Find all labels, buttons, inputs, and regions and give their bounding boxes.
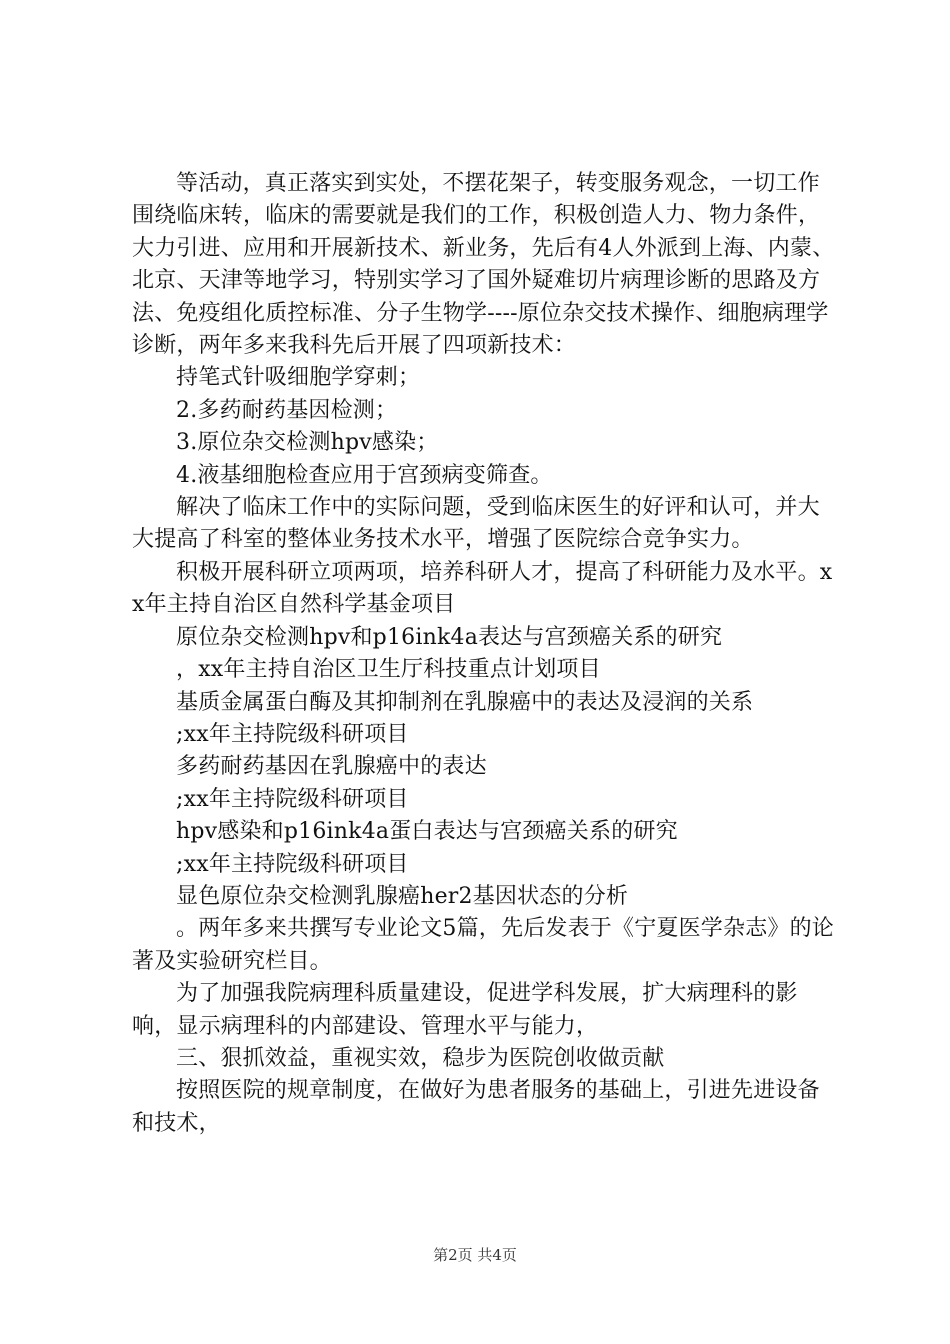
project-note: ;xx年主持院级科研项目 [176,786,409,812]
body-paragraph: 为了加强我院病理科质量建设，促进学科发展，扩大病理科的影响，显示病理科的内部建设、管理水平与能力， [132,981,798,1039]
body-paragraph: 积极开展科研立项两项，培养科研人才，提高了科研能力及水平。xx年主持自治区自然科学基金项目 [132,559,833,618]
project-title: 多药耐药基因在乳腺癌中的表达 [176,754,487,780]
project-title: 原位杂交检测hpv和p16ink4a表达与宫颈癌关系的研究 [176,624,723,650]
project-title: hpv感染和p16ink4a蛋白表达与宫颈癌关系的研究 [176,819,678,845]
project-note: ;xx年主持院级科研项目 [176,721,409,747]
document-body [132,168,837,1140]
body-paragraph: 解决了临床工作中的实际问题，受到临床医生的好评和认可，并大大提高了科室的整体业务技术水平，增强了医院综合竞争实力。 [132,495,820,553]
body-paragraph: 。两年多来共撰写专业论文5篇，先后发表于《宁夏医学杂志》的论著及实验研究栏目。 [132,916,834,974]
project-note: ，xx年主持自治区卫生厅科技重点计划项目 [176,657,601,683]
section-heading: 三、狠抓效益，重视实效，稳步为医院创收做贡献 [176,1045,665,1071]
list-item: 2.多药耐药基因检测； [176,397,398,423]
page-number: 第2页 共4页 [433,1246,517,1264]
list-item: 3.原位杂交检测hpv感染； [176,430,439,456]
body-paragraph: 按照医院的规章制度，在做好为患者服务的基础上，引进先进设备和技术， [132,1078,820,1136]
list-item: 持笔式针吸细胞学穿刺； [176,365,421,391]
body-paragraph: 等活动，真正落实到实处，不摆花架子，转变服务观念，一切工作围绕临床转，临床的需要就是我们的工作，积极创造人力、物力条件，大力引进、应用和开展新技术、新业务，先后有4人外派到上海、内蒙、北京、天津等地学习，特别实学习了国外疑难切片病理诊断的思路及方法、免疫组化质控标准、分子生物学----原位杂交技术操作、细胞病理学诊断，两年多来我科先后开展了四项新技术： [132,171,835,359]
list-item: 4.液基细胞检查应用于宫颈病变筛查。 [176,462,553,488]
project-note: ;xx年主持院级科研项目 [176,851,409,877]
project-title: 基质金属蛋白酶及其抑制剂在乳腺癌中的表达及浸润的关系 [176,689,754,715]
project-title: 显色原位杂交检测乳腺癌her2基因状态的分析 [176,883,629,909]
